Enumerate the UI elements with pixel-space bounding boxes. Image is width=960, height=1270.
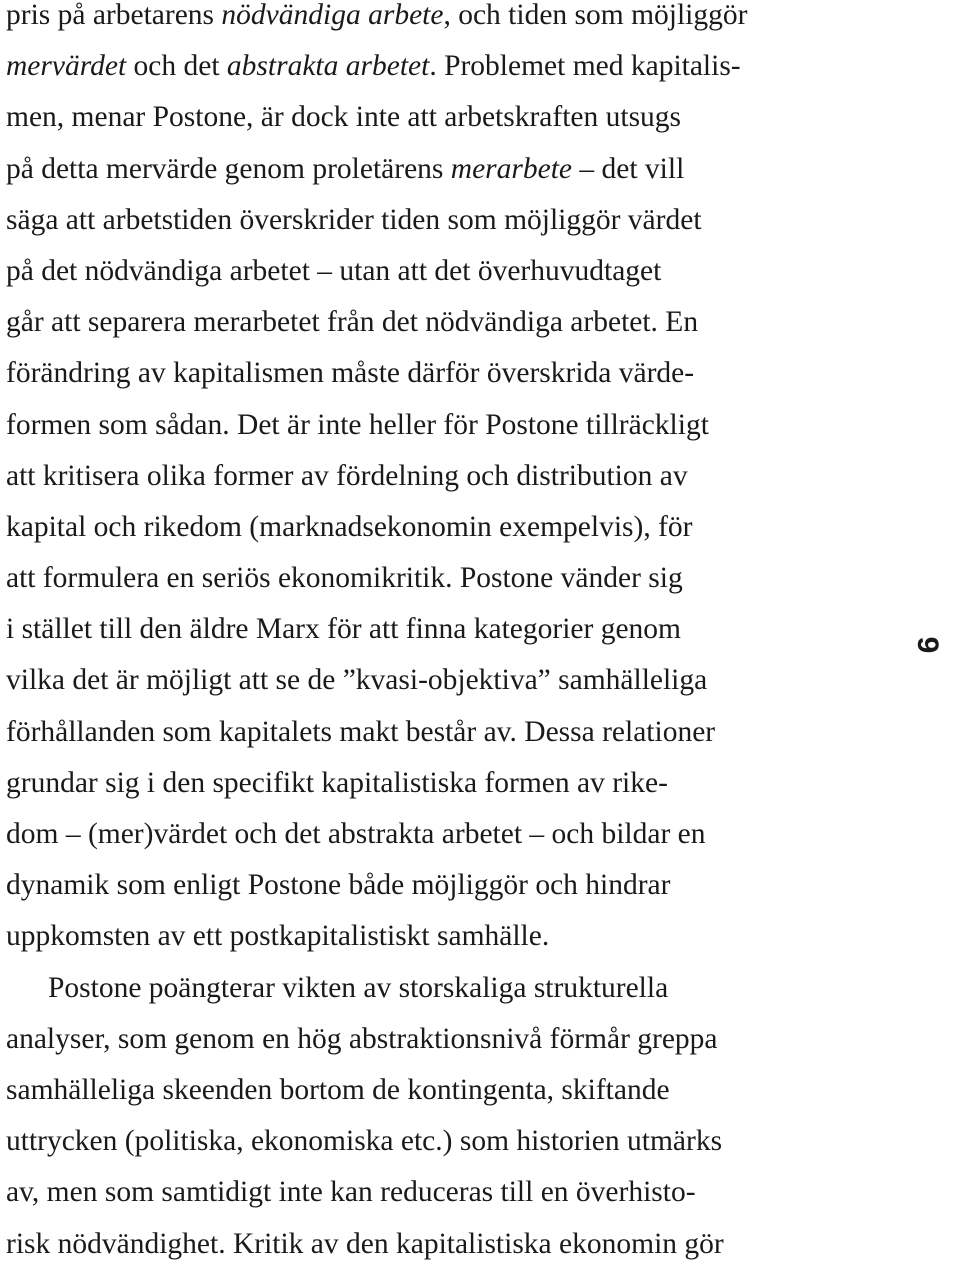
text-line [6,195,876,246]
text-run: säga att arbetstiden överskrider tiden som möjliggör värdet [6,203,702,236]
text-run: dom – (mer)värdet och det abstrakta arbetet – och bildar en [6,818,706,850]
text-line [6,502,876,553]
text-run: uppkomsten av ett postkapitalistiskt samhälle. [6,920,550,953]
text-run: går att separera merarbetet från det nödvändiga arbetet. En [6,306,699,339]
text-line [6,1219,876,1270]
text-run: risk nödvändighet. Kritik av den kapitalistiska ekonomin gör [6,1227,724,1260]
body-text [6,0,876,1270]
text-run: Postone poängterar vikten av storskaliga strukturella [48,971,669,1004]
text-run: av, men som samtidigt inte kan reduceras till en överhisto- [6,1176,696,1209]
paragraph-first-line [6,963,876,1014]
text-line [6,911,876,962]
text-line [6,297,876,348]
text-run: uttrycken (politiska, ekonomiska etc.) som historien utmärks [6,1125,723,1158]
text-run: förändring av kapitalismen måste därför överskrida värde- [6,357,695,390]
text-run: förhållanden som kapitalets makt består av. Dessa relationer [6,715,716,748]
text-run: analyser, som genom en hög abstraktionsnivå förmår greppa [6,1022,718,1055]
text-run: dynamik som enligt Postone både möjliggör och hindrar [6,869,671,902]
text-line [6,860,876,911]
text-run: samhälleliga skeenden bortom de kontingenta, skiftande [6,1073,670,1106]
text-run: på detta mervärde genom proletärens [6,152,451,185]
italic-term: abstrakta arbetet [226,50,430,83]
text-run: vilka det är möjligt att se de ”kvasi-objektiva” samhälleliga [6,664,708,697]
italic-term: mervärdet [6,50,127,83]
text-run: att kritisera olika former av fördelning och distribution av [6,459,688,492]
text-line [6,41,876,92]
text-run: att formulera en seriös ekonomikritik. Postone vänder sig [6,562,683,595]
text-line [6,1116,876,1167]
italic-term: merarbete [450,152,573,185]
text-line [6,0,876,41]
text-line [6,655,876,706]
text-line [6,1014,876,1065]
page-number: 9 [911,636,944,654]
text-run: , och tiden som möjliggör [443,0,748,31]
text-run: . Problemet med kapitalis- [429,50,741,83]
text-run: – det vill [572,152,685,185]
text-run: grundar sig i den specifikt kapitalistiska formen av rike- [6,766,668,799]
text-line [6,604,876,655]
text-line [6,451,876,502]
text-line [6,246,876,297]
text-line [6,758,876,809]
text-line [6,553,876,604]
text-line [6,1065,876,1116]
text-line [6,809,876,860]
text-run: kapital och rikedom (marknadsekonomin exempelvis), för [6,510,693,543]
text-line [6,1167,876,1218]
text-line [6,707,876,758]
text-run: på det nödvändiga arbetet – utan att det överhuvudtaget [6,254,662,287]
italic-term: nödvändiga arbete [221,0,444,31]
text-line [6,400,876,451]
text-run: formen som sådan. Det är inte heller för Postone tillräckligt [6,408,709,441]
text-line [6,92,876,143]
text-line [6,348,876,399]
text-line [6,144,876,195]
text-run: pris på arbetarens [6,0,222,31]
text-run: i stället till den äldre Marx för att finna kategorier genom [6,613,681,646]
text-run: men, menar Postone, är dock inte att arbetskraften utsugs [6,101,682,134]
text-run: och det [126,50,227,83]
